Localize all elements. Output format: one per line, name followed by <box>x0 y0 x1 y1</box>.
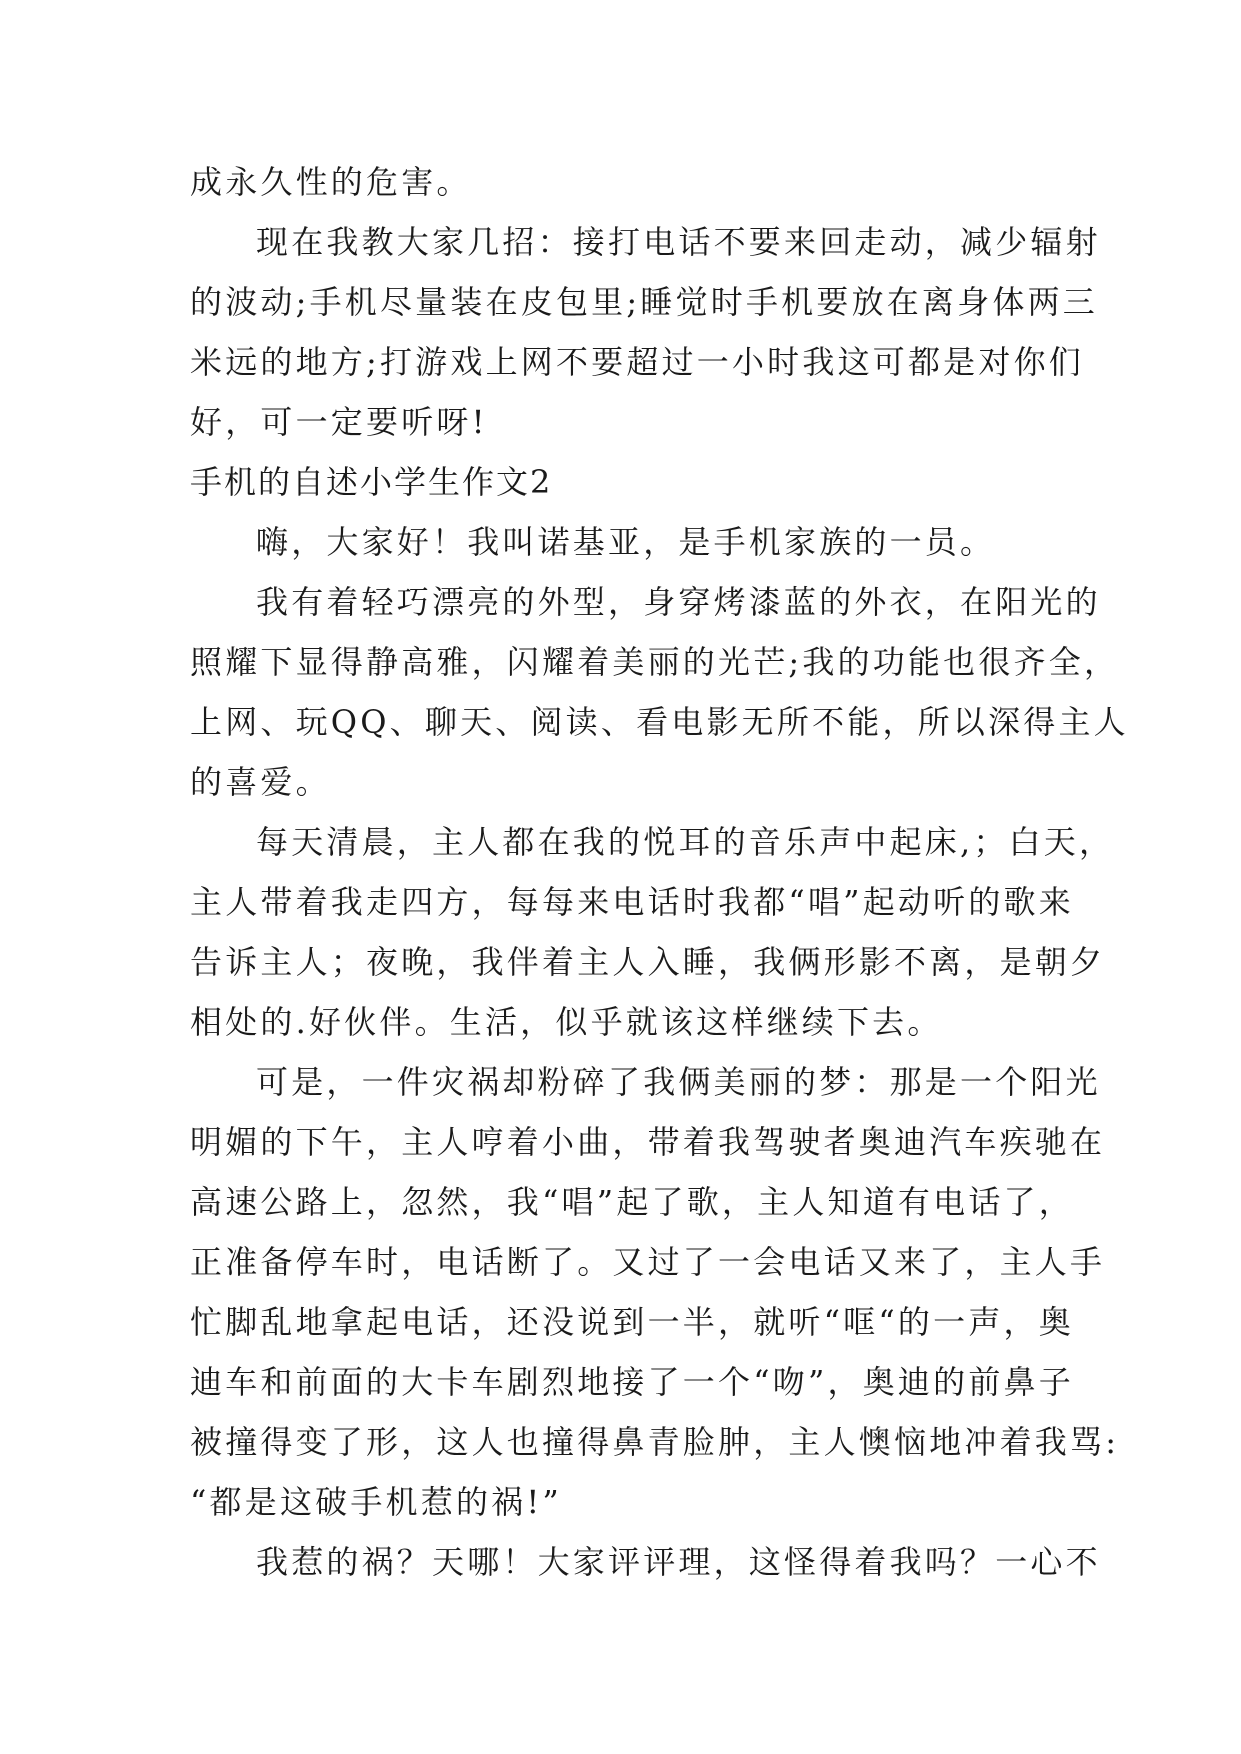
text-line: 被撞得变了形，这人也撞得鼻青脸肿，主人懊恼地冲着我骂: <box>190 1423 1120 1461</box>
text-line: 米远的地方;打游戏上网不要超过一小时我这可都是对你们 <box>190 343 1084 381</box>
paragraph-start: 每天清晨，主人都在我的悦耳的音乐声中起床,；白天， <box>256 823 1115 861</box>
text-line: 告诉主人；夜晚，我伴着主人入睡，我俩形影不离，是朝夕 <box>190 943 1106 981</box>
text-line: 上网、玩QQ、聊天、阅读、看电影无所不能，所以深得主人 <box>190 703 1129 741</box>
text-line: 高速公路上，忽然，我“唱”起了歌，主人知道有电话了， <box>190 1183 1074 1221</box>
document-page <box>190 152 1129 1592</box>
text-line: 忙脚乱地拿起电话，还没说到一半，就听“哐“的一声，奥 <box>190 1303 1074 1341</box>
section-heading: 手机的自述小学生作文2 <box>190 463 553 501</box>
text-line: 主人带着我走四方，每每来电话时我都“唱”起动听的歌来 <box>190 883 1074 921</box>
paragraph-start: 我惹的祸？天哪！大家评评理，这怪得着我吗？一心不 <box>256 1543 1101 1581</box>
text-line: “都是这破手机惹的祸!” <box>190 1483 562 1521</box>
text-line: 成永久性的危害。 <box>190 163 472 201</box>
text-line: 迪车和前面的大卡车剧烈地接了一个“吻”，奥迪的前鼻子 <box>190 1363 1074 1401</box>
text-line: 相处的.好伙伴。生活，似乎就该这样继续下去。 <box>190 1003 943 1041</box>
paragraph-start: 可是，一件灾祸却粉碎了我俩美丽的梦：那是一个阳光 <box>256 1063 1101 1101</box>
paragraph-start: 嗨，大家好！我叫诺基亚，是手机家族的一员。 <box>256 523 996 561</box>
text-line: 的喜爱。 <box>190 763 331 801</box>
text-line: 明媚的下午，主人哼着小曲，带着我驾驶者奥迪汽车疾驰在 <box>190 1123 1106 1161</box>
paragraph-start: 我有着轻巧漂亮的外型，身穿烤漆蓝的外衣，在阳光的 <box>256 583 1101 621</box>
text-line: 的波动;手机尽量装在皮包里;睡觉时手机要放在离身体两三 <box>190 283 1098 321</box>
text-line: 好，可一定要听呀! <box>190 403 488 441</box>
paragraph-start: 现在我教大家几招：接打电话不要来回走动，减少辐射 <box>256 223 1101 261</box>
text-line: 照耀下显得静高雅，闪耀着美丽的光芒;我的功能也很齐全， <box>190 643 1120 681</box>
text-line: 正准备停车时，电话断了。又过了一会电话又来了，主人手 <box>190 1243 1106 1281</box>
